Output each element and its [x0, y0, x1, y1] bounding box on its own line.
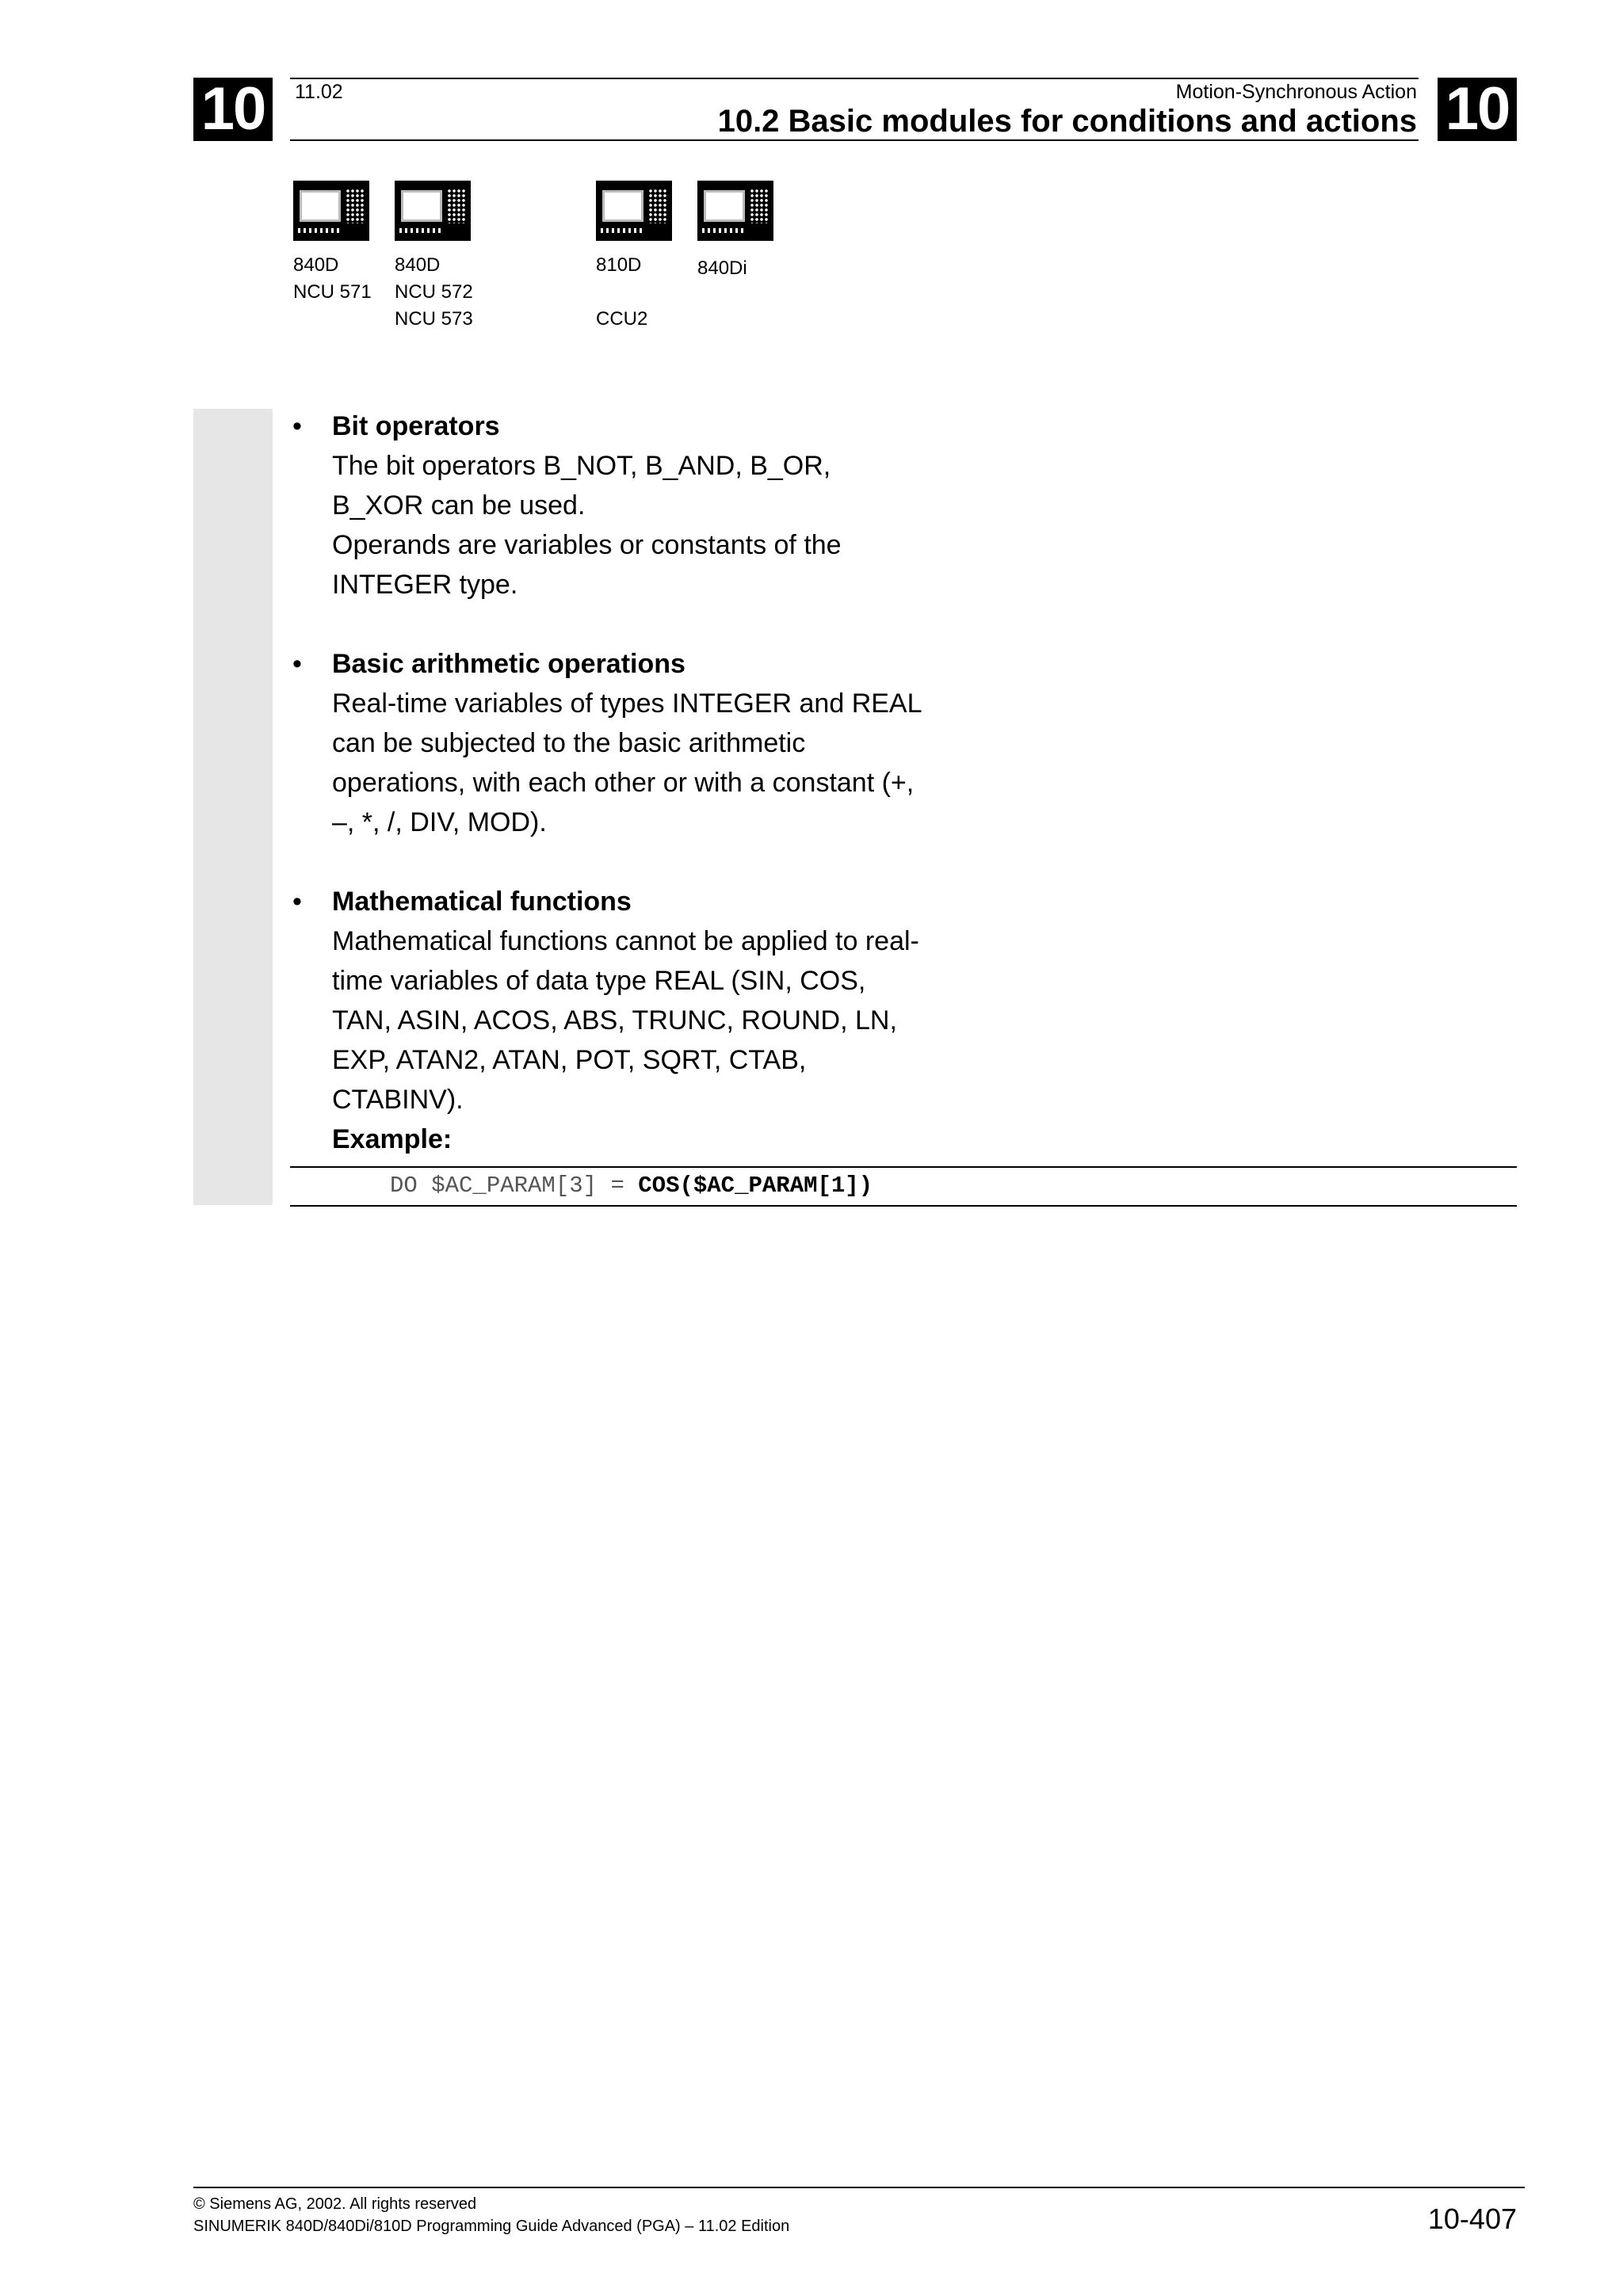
section-bit-operators — [290, 406, 1003, 605]
footer-copyright: © Siemens AG, 2002. All rights reserved — [193, 2195, 477, 2213]
header-top-rule — [290, 78, 1419, 79]
section-mathematical-functions — [290, 882, 1003, 1159]
body-line: can be subjected to the basic arithmetic — [332, 728, 806, 758]
section-heading: Basic arithmetic operations — [332, 649, 685, 679]
control-variant-840di — [697, 181, 773, 282]
body-line: operations, with each other or with a constant (+, — [332, 768, 915, 798]
header-bottom-rule — [290, 139, 1419, 141]
footer-document-title: SINUMERIK 840D/840Di/810D Programming Guide Advanced (PGA) – 11.02 Edition — [193, 2218, 790, 2235]
code-plain: DO $AC_PARAM[3] = — [390, 1173, 639, 1199]
control-variant-line — [596, 279, 672, 306]
body-line: time variables of data type REAL (SIN, COS, — [332, 966, 866, 996]
example-label: Example: — [332, 1124, 453, 1154]
chapter-number-badge-right: 10 — [1438, 78, 1517, 141]
body-line: –, *, /, DIV, MOD). — [332, 807, 547, 837]
control-variant-line: 810D — [596, 254, 642, 276]
body-line: B_XOR can be used. — [332, 490, 586, 521]
body-line: The bit operators B_NOT, B_AND, B_OR, — [332, 451, 831, 481]
body-line: CTABINV). — [332, 1085, 464, 1115]
section-title: 10.2 Basic modules for conditions and actions — [717, 104, 1417, 139]
control-variant-line: 840Di — [697, 257, 747, 279]
page-number: 10-407 — [1427, 2203, 1517, 2235]
footer-rule — [193, 2187, 1525, 2188]
control-panel-icon — [395, 181, 471, 241]
control-variant-line: 840D — [395, 254, 441, 276]
control-panel-icon — [293, 181, 369, 241]
header-chapter-title: Motion-Synchronous Action — [1175, 81, 1417, 103]
body-line: INTEGER type. — [332, 570, 518, 600]
control-variant-line: CCU2 — [596, 308, 648, 330]
body-line: EXP, ATAN2, ATAN, POT, SQRT, CTAB, — [332, 1045, 807, 1075]
code-bottom-rule — [290, 1205, 1517, 1207]
code-bold: COS($AC_PARAM[1]) — [638, 1173, 873, 1199]
section-basic-arithmetic — [290, 644, 1003, 842]
bullet-icon: • — [292, 887, 302, 917]
section-heading: Mathematical functions — [332, 887, 632, 917]
bullet-icon: • — [292, 649, 302, 679]
control-panel-icon — [697, 181, 773, 241]
control-variant-line: NCU 573 — [395, 308, 473, 330]
chapter-number-badge-left: 10 — [193, 78, 273, 141]
control-panel-icon — [596, 181, 672, 241]
control-variant-840d-ncu571 — [293, 181, 372, 306]
section-heading: Bit operators — [332, 411, 500, 441]
header-date: 11.02 — [295, 81, 343, 103]
control-variant-line: NCU 571 — [293, 281, 372, 303]
margin-marker-bar — [193, 409, 273, 1205]
control-variant-810d-ccu2 — [596, 181, 672, 333]
code-example — [390, 1168, 873, 1204]
bullet-icon: • — [292, 411, 302, 441]
control-variant-840d-ncu572-573 — [395, 181, 473, 333]
control-variant-line: 840D — [293, 254, 339, 276]
body-line: Real-time variables of types INTEGER and REAL — [332, 688, 922, 719]
body-line: Operands are variables or constants of the — [332, 530, 842, 560]
body-line: TAN, ASIN, ACOS, ABS, TRUNC, ROUND, LN, — [332, 1005, 897, 1035]
body-line: Mathematical functions cannot be applied to real- — [332, 926, 919, 956]
control-variant-line: NCU 572 — [395, 281, 473, 303]
